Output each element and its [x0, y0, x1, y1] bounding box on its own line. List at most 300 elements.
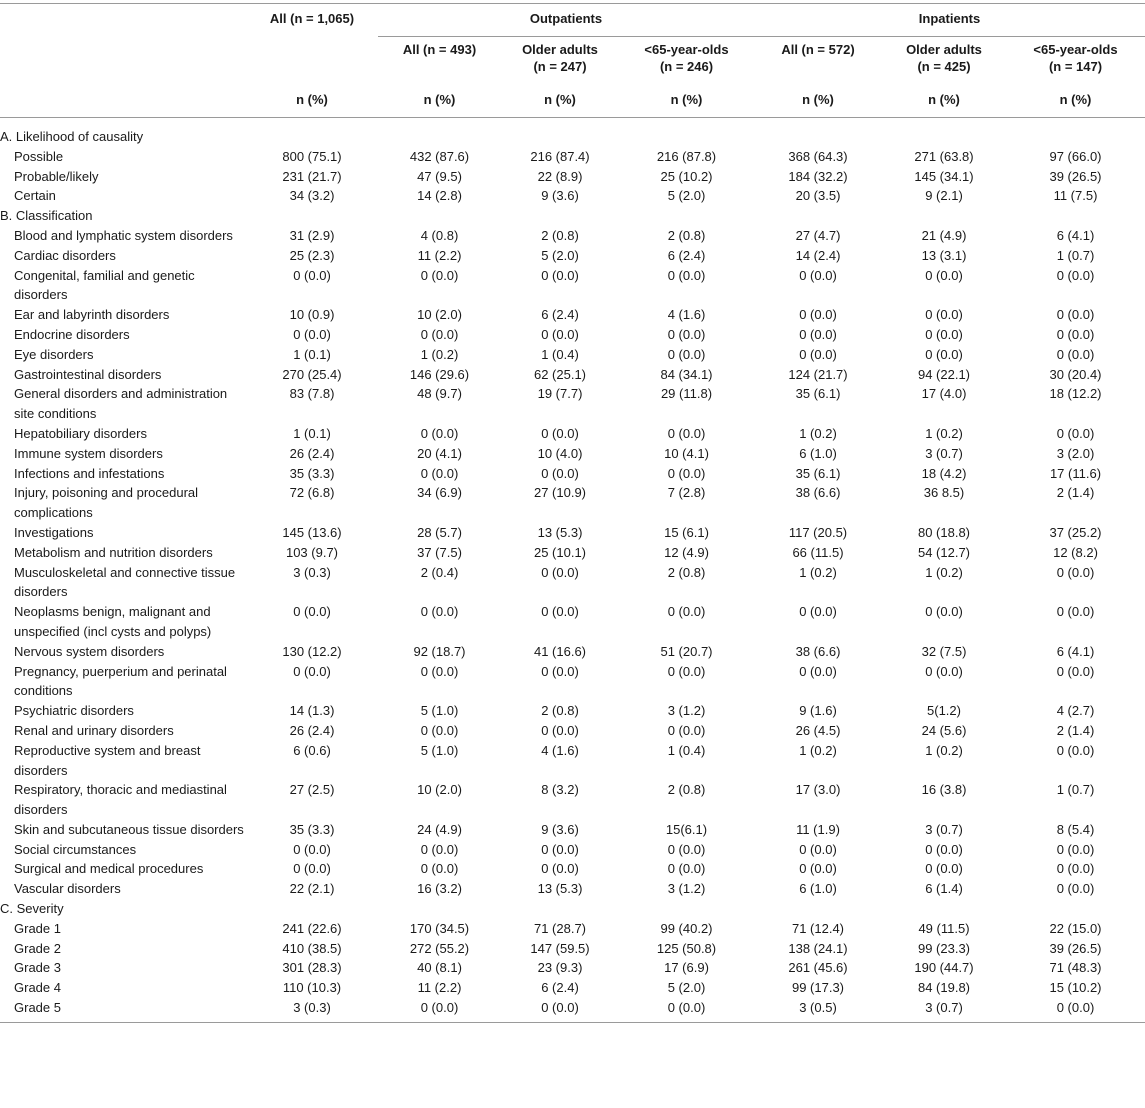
row-label: Blood and lymphatic system disorders — [14, 227, 233, 243]
header-out-older: Older adults (n = 247) — [522, 42, 598, 74]
value-cell: 0 (0.0) — [1056, 604, 1095, 620]
value-cell: 17 (6.9) — [664, 960, 709, 976]
header-in-young: <65-year-olds (n = 147) — [1033, 42, 1118, 74]
value-cell: 0 (0.0) — [420, 722, 459, 738]
row-label: Gastrointestinal disorders — [14, 366, 162, 382]
table-row — [0, 859, 1145, 879]
unit-cell: n (%) — [501, 87, 619, 118]
value-cell: 26 (2.4) — [289, 722, 335, 738]
row-label: Cardiac disorders — [14, 247, 116, 263]
header-outpatients: Outpatients — [378, 4, 754, 37]
value-cell: 184 (32.2) — [788, 168, 848, 184]
value-cell: 6 (2.4) — [667, 247, 706, 263]
value-cell: 3 (0.7) — [925, 821, 963, 837]
value-cell: 3 (0.7) — [925, 445, 963, 461]
value-cell: 0 (0.0) — [541, 465, 579, 481]
value-cell: 8 (3.2) — [541, 782, 579, 798]
value-cell: 15 (10.2) — [1049, 980, 1102, 996]
value-cell: 19 (7.7) — [537, 386, 583, 402]
value-cell: 11 (2.2) — [417, 980, 462, 996]
table-row — [0, 879, 1145, 899]
value-cell: 2 (0.8) — [667, 564, 706, 580]
value-cell: 0 (0.0) — [420, 326, 459, 342]
value-cell: 5 (2.0) — [667, 980, 706, 996]
header-all-overall: All (n = 1,065) — [246, 4, 378, 88]
header-out-young: <65-year-olds (n = 246) — [644, 42, 729, 74]
value-cell: 11 (7.5) — [1053, 188, 1098, 204]
value-cell: 6 (4.1) — [1056, 643, 1095, 659]
value-cell: 2 (1.4) — [1056, 485, 1095, 501]
value-cell: 1 (0.7) — [1056, 247, 1095, 263]
value-cell: 2 (0.8) — [667, 227, 706, 243]
value-cell: 22 (2.1) — [289, 881, 335, 897]
table-row — [0, 186, 1145, 206]
table-row — [0, 602, 1145, 642]
header-in-all: All (n = 572) — [781, 42, 855, 57]
value-cell: 23 (9.3) — [537, 960, 583, 976]
value-cell: 272 (55.2) — [409, 940, 470, 956]
value-cell: 34 (3.2) — [289, 188, 335, 204]
table-row — [0, 543, 1145, 563]
table-header — [0, 4, 1145, 118]
value-cell: 14 (2.4) — [795, 247, 841, 263]
table-row — [0, 305, 1145, 325]
value-cell: 0 (0.0) — [925, 346, 963, 362]
value-cell: 0 (0.0) — [1056, 346, 1095, 362]
value-cell: 147 (59.5) — [530, 940, 590, 956]
value-cell: 71 (48.3) — [1049, 960, 1102, 976]
value-cell: 3 (0.7) — [882, 998, 1006, 1022]
table-body — [0, 118, 1145, 1023]
table-row — [0, 958, 1145, 978]
value-cell: 31 (2.9) — [289, 227, 335, 243]
table-row — [0, 424, 1145, 444]
value-cell: 20 (4.1) — [417, 445, 462, 461]
value-cell: 84 (34.1) — [660, 366, 713, 382]
row-label: Grade 3 — [14, 960, 61, 976]
value-cell: 9 (2.1) — [925, 188, 963, 204]
value-cell: 38 (6.6) — [795, 643, 841, 659]
value-cell: 0 (0.0) — [1056, 881, 1095, 897]
value-cell: 16 (3.2) — [417, 881, 462, 897]
value-cell: 38 (6.6) — [795, 485, 841, 501]
value-cell: 0 (0.0) — [799, 841, 837, 857]
value-cell: 4 (1.6) — [541, 742, 579, 758]
table-row — [0, 384, 1145, 424]
value-cell: 0 (0.0) — [293, 604, 331, 620]
value-cell: 1 (0.2) — [799, 742, 837, 758]
value-cell: 51 (20.7) — [660, 643, 713, 659]
value-cell: 146 (29.6) — [409, 366, 470, 382]
value-cell: 16 (3.8) — [921, 782, 967, 798]
table-row — [0, 464, 1145, 484]
value-cell: 0 (0.0) — [420, 663, 459, 679]
value-cell: 0 (0.0) — [541, 326, 579, 342]
value-cell: 432 (87.6) — [409, 148, 470, 164]
value-cell: 1 (0.2) — [925, 742, 963, 758]
table-row — [0, 246, 1145, 266]
row-label: Nervous system disorders — [14, 643, 165, 659]
value-cell: 11 (2.2) — [417, 247, 462, 263]
value-cell: 10 (4.1) — [664, 445, 709, 461]
value-cell: 0 (0.0) — [1056, 663, 1095, 679]
row-label: Eye disorders — [14, 346, 94, 362]
row-label: General disorders and administration site conditions — [14, 386, 228, 422]
value-cell: 62 (25.1) — [533, 366, 587, 382]
table-row — [0, 642, 1145, 662]
value-cell: 99 (40.2) — [660, 920, 713, 936]
value-cell: 0 (0.0) — [667, 722, 706, 738]
value-cell: 216 (87.4) — [530, 148, 590, 164]
value-cell: 10 (0.9) — [289, 307, 335, 323]
value-cell: 37 (7.5) — [417, 544, 462, 560]
value-cell: 39 (26.5) — [1049, 940, 1102, 956]
unit-cell: n (%) — [1006, 87, 1145, 118]
unit-cell: n (%) — [378, 87, 501, 118]
value-cell: 0 (0.0) — [925, 861, 963, 877]
value-cell: 0 (0.0) — [619, 998, 754, 1022]
value-cell: 3 (0.3) — [246, 998, 378, 1022]
value-cell: 22 (8.9) — [537, 168, 583, 184]
value-cell: 0 (0.0) — [1056, 861, 1095, 877]
value-cell: 170 (34.5) — [409, 920, 470, 936]
value-cell: 0 (0.0) — [667, 465, 706, 481]
value-cell: 3 (0.3) — [293, 564, 331, 580]
value-cell: 0 (0.0) — [541, 841, 579, 857]
value-cell: 0 (0.0) — [293, 861, 331, 877]
value-cell: 66 (11.5) — [792, 544, 844, 560]
value-cell: 3 (1.2) — [667, 881, 706, 897]
value-cell: 9 (1.6) — [799, 703, 837, 719]
value-cell: 0 (0.0) — [420, 604, 459, 620]
value-cell: 1 (0.2) — [799, 564, 837, 580]
row-label: Grade 1 — [14, 920, 61, 936]
value-cell: 14 (1.3) — [289, 703, 335, 719]
section-row — [0, 899, 1145, 919]
value-cell: 0 (0.0) — [667, 861, 706, 877]
value-cell: 231 (21.7) — [282, 168, 342, 184]
value-cell: 0 (0.0) — [799, 326, 837, 342]
value-cell: 2 (0.8) — [667, 782, 706, 798]
value-cell: 11 (1.9) — [796, 821, 840, 837]
value-cell: 18 (4.2) — [921, 465, 967, 481]
value-cell: 1 (0.1) — [293, 346, 331, 362]
value-cell: 20 (3.5) — [795, 188, 841, 204]
value-cell: 6 (1.4) — [925, 881, 963, 897]
table-row — [0, 919, 1145, 939]
value-cell: 0 (0.0) — [667, 841, 706, 857]
unit-cell: n (%) — [754, 87, 882, 118]
value-cell: 39 (26.5) — [1049, 168, 1102, 184]
value-cell: 800 (75.1) — [282, 148, 342, 164]
value-cell: 26 (2.4) — [289, 445, 335, 461]
value-cell: 0 (0.0) — [420, 841, 459, 857]
value-cell: 37 (25.2) — [1049, 524, 1102, 540]
value-cell: 5 (2.0) — [541, 247, 579, 263]
section-row — [0, 118, 1145, 147]
table-row — [0, 780, 1145, 820]
value-cell: 13 (5.3) — [537, 524, 583, 540]
value-cell: 9 (3.6) — [541, 821, 579, 837]
value-cell: 13 (5.3) — [537, 881, 583, 897]
value-cell: 0 (0.0) — [541, 722, 579, 738]
table-row — [0, 939, 1145, 959]
value-cell: 9 (3.6) — [541, 188, 579, 204]
value-cell: 15 (6.1) — [664, 524, 709, 540]
value-cell: 0 (0.0) — [667, 326, 706, 342]
row-label: Musculoskeletal and connective tissue disorders — [14, 564, 236, 600]
value-cell: 0 (0.0) — [667, 267, 706, 283]
row-label: Grade 5 — [0, 998, 246, 1022]
value-cell: 0 (0.0) — [925, 267, 963, 283]
row-label: Injury, poisoning and procedural complications — [14, 485, 199, 521]
value-cell: 35 (3.3) — [289, 465, 335, 481]
value-cell: 27 (4.7) — [795, 227, 841, 243]
header-inpatients: Inpatients — [754, 4, 1145, 37]
section-row — [0, 206, 1145, 226]
value-cell: 0 (0.0) — [293, 841, 331, 857]
value-cell: 1 (0.2) — [925, 425, 963, 441]
header-out-all: All (n = 493) — [402, 42, 477, 57]
value-cell: 270 (25.4) — [282, 366, 342, 382]
table-row — [0, 345, 1145, 365]
value-cell: 0 (0.0) — [420, 465, 459, 481]
value-cell: 2 (1.4) — [1056, 722, 1095, 738]
value-cell: 0 (0.0) — [1056, 425, 1095, 441]
value-cell: 0 (0.0) — [541, 861, 579, 877]
value-cell: 1 (0.2) — [420, 346, 459, 362]
value-cell: 34 (6.9) — [417, 485, 462, 501]
value-cell: 71 (28.7) — [533, 920, 587, 936]
value-cell: 4 (1.6) — [667, 307, 706, 323]
value-cell: 5 (1.0) — [420, 742, 459, 758]
value-cell: 4 (2.7) — [1056, 703, 1095, 719]
value-cell: 27 (2.5) — [289, 782, 335, 798]
value-cell: 0 (0.0) — [1006, 998, 1145, 1022]
table-row — [0, 325, 1145, 345]
value-cell: 3 (0.5) — [754, 998, 882, 1022]
value-cell: 0 (0.0) — [541, 663, 579, 679]
row-label: Respiratory, thoracic and mediastinal disorders — [14, 782, 227, 818]
table-row — [0, 444, 1145, 464]
table-row — [0, 741, 1145, 781]
row-label: Probable/likely — [14, 168, 99, 184]
row-label: Social circumstances — [14, 841, 137, 857]
value-cell: 72 (6.8) — [289, 485, 335, 501]
value-cell: 40 (8.1) — [417, 960, 462, 976]
value-cell: 97 (66.0) — [1049, 148, 1102, 164]
value-cell: 54 (12.7) — [917, 544, 971, 560]
value-cell: 8 (5.4) — [1056, 821, 1095, 837]
section-label: A. Likelihood of causality — [0, 129, 144, 144]
value-cell: 15(6.1) — [665, 821, 708, 837]
value-cell: 7 (2.8) — [667, 485, 706, 501]
value-cell: 1 (0.2) — [925, 564, 963, 580]
value-cell: 103 (9.7) — [285, 544, 339, 560]
value-cell: 13 (3.1) — [921, 247, 967, 263]
value-cell: 6 (2.4) — [541, 980, 579, 996]
value-cell: 80 (18.8) — [917, 524, 971, 540]
value-cell: 0 (0.0) — [293, 267, 331, 283]
value-cell: 0 (0.0) — [541, 564, 579, 580]
value-cell: 0 (0.0) — [925, 326, 963, 342]
value-cell: 216 (87.8) — [656, 148, 717, 164]
row-label: Grade 4 — [14, 980, 61, 996]
row-label: Investigations — [14, 524, 94, 540]
value-cell: 94 (22.1) — [917, 366, 971, 382]
value-cell: 190 (44.7) — [914, 960, 974, 976]
value-cell: 1 (0.7) — [1056, 782, 1095, 798]
section-label: B. Classification — [0, 208, 93, 224]
value-cell: 6 (1.0) — [799, 445, 837, 461]
table-row — [0, 266, 1145, 306]
value-cell: 47 (9.5) — [417, 168, 462, 184]
value-cell: 0 (0.0) — [667, 663, 706, 679]
value-cell: 0 (0.0) — [925, 604, 963, 620]
value-cell: 0 (0.0) — [799, 307, 837, 323]
value-cell: 0 (0.0) — [420, 267, 459, 283]
value-cell: 0 (0.0) — [799, 604, 837, 620]
value-cell: 17 (11.6) — [1049, 465, 1102, 481]
value-cell: 3 (2.0) — [1056, 445, 1095, 461]
row-label: Neoplasms benign, malignant and unspecified (incl cysts and polyps) — [14, 604, 212, 639]
table-row — [0, 147, 1145, 167]
value-cell: 145 (13.6) — [282, 524, 342, 540]
value-cell: 0 (0.0) — [378, 998, 501, 1022]
table-row — [0, 820, 1145, 840]
value-cell: 10 (2.0) — [417, 782, 462, 798]
value-cell: 10 (2.0) — [417, 307, 462, 323]
row-label: Vascular disorders — [14, 881, 121, 897]
value-cell: 71 (12.4) — [791, 920, 845, 936]
value-cell: 241 (22.6) — [282, 920, 342, 936]
value-cell: 18 (12.2) — [1049, 386, 1102, 402]
row-label: Endocrine disorders — [14, 326, 130, 342]
value-cell: 2 (0.8) — [541, 703, 579, 719]
value-cell: 12 (4.9) — [664, 544, 709, 560]
value-cell: 0 (0.0) — [1056, 326, 1095, 342]
value-cell: 1 (0.2) — [799, 425, 837, 441]
value-cell: 99 (23.3) — [917, 940, 971, 956]
value-cell: 0 (0.0) — [667, 604, 706, 620]
value-cell: 0 (0.0) — [799, 663, 837, 679]
value-cell: 138 (24.1) — [788, 940, 848, 956]
header-blank — [0, 4, 246, 88]
row-label: Ear and labyrinth disorders — [14, 307, 170, 323]
table-row — [0, 226, 1145, 246]
value-cell: 26 (4.5) — [795, 722, 841, 738]
value-cell: 21 (4.9) — [921, 227, 967, 243]
value-cell: 0 (0.0) — [420, 425, 459, 441]
value-cell: 41 (16.6) — [533, 643, 587, 659]
value-cell: 0 (0.0) — [799, 346, 837, 362]
value-cell: 0 (0.0) — [1056, 267, 1095, 283]
value-cell: 5 (2.0) — [667, 188, 706, 204]
unit-cell: n (%) — [619, 87, 754, 118]
value-cell: 0 (0.0) — [1056, 564, 1095, 580]
row-label: Renal and urinary disorders — [14, 722, 174, 738]
table-row — [0, 563, 1145, 603]
value-cell: 410 (38.5) — [282, 940, 342, 956]
value-cell: 35 (3.3) — [289, 821, 335, 837]
unit-cell: n (%) — [246, 87, 378, 118]
value-cell: 0 (0.0) — [501, 998, 619, 1022]
value-cell: 125 (50.8) — [656, 940, 717, 956]
value-cell: 145 (34.1) — [914, 168, 974, 184]
value-cell: 0 (0.0) — [667, 346, 706, 362]
value-cell: 0 (0.0) — [799, 861, 837, 877]
value-cell: 0 (0.0) — [541, 267, 579, 283]
value-cell: 28 (5.7) — [417, 524, 462, 540]
table-row — [0, 998, 1145, 1022]
value-cell: 3 (1.2) — [667, 703, 706, 719]
value-cell: 84 (19.8) — [917, 980, 971, 996]
value-cell: 0 (0.0) — [541, 425, 579, 441]
value-cell: 2 (0.4) — [420, 564, 459, 580]
table-row — [0, 483, 1145, 523]
value-cell: 0 (0.0) — [1056, 742, 1095, 758]
value-cell: 17 (3.0) — [795, 782, 841, 798]
value-cell: 48 (9.7) — [417, 386, 462, 402]
value-cell: 117 (20.5) — [788, 524, 848, 540]
value-cell: 1 (0.1) — [293, 425, 331, 441]
value-cell: 0 (0.0) — [420, 861, 459, 877]
value-cell: 6 (0.6) — [293, 742, 331, 758]
value-cell: 25 (2.3) — [289, 247, 335, 263]
value-cell: 12 (8.2) — [1053, 544, 1098, 560]
value-cell: 30 (20.4) — [1049, 366, 1102, 382]
value-cell: 36 8.5) — [923, 485, 965, 501]
value-cell: 99 (17.3) — [791, 980, 845, 996]
header-in-older: Older adults (n = 425) — [906, 42, 982, 74]
value-cell: 0 (0.0) — [925, 307, 963, 323]
table-row — [0, 721, 1145, 741]
row-label: Reproductive system and breast disorders — [14, 742, 201, 778]
value-cell: 110 (10.3) — [282, 980, 342, 996]
value-cell: 4 (0.8) — [420, 227, 459, 243]
value-cell: 5(1.2) — [927, 703, 961, 719]
value-cell: 261 (45.6) — [788, 960, 848, 976]
value-cell: 0 (0.0) — [1056, 307, 1095, 323]
adr-table — [0, 3, 1145, 1023]
value-cell: 49 (11.5) — [918, 920, 970, 936]
table-row — [0, 662, 1145, 702]
row-label: Grade 2 — [14, 940, 61, 956]
row-label: Possible — [14, 148, 64, 164]
value-cell: 0 (0.0) — [293, 326, 331, 342]
row-label: Certain — [14, 188, 56, 204]
value-cell: 6 (2.4) — [541, 307, 579, 323]
row-label: Psychiatric disorders — [14, 703, 134, 719]
value-cell: 24 (4.9) — [417, 821, 462, 837]
value-cell: 124 (21.7) — [788, 366, 848, 382]
value-cell: 83 (7.8) — [289, 386, 335, 402]
value-cell: 0 (0.0) — [1056, 841, 1095, 857]
table-row — [0, 523, 1145, 543]
value-cell: 0 (0.0) — [925, 663, 963, 679]
value-cell: 0 (0.0) — [667, 425, 706, 441]
row-label: Skin and subcutaneous tissue disorders — [14, 821, 244, 837]
row-label: Pregnancy, puerperium and perinatal conditions — [14, 663, 227, 699]
table-row — [0, 978, 1145, 998]
value-cell: 0 (0.0) — [799, 267, 837, 283]
value-cell: 29 (11.8) — [660, 386, 713, 402]
table-row — [0, 701, 1145, 721]
table-row — [0, 365, 1145, 385]
value-cell: 27 (10.9) — [533, 485, 587, 501]
value-cell: 301 (28.3) — [282, 960, 342, 976]
value-cell: 35 (6.1) — [795, 386, 841, 402]
